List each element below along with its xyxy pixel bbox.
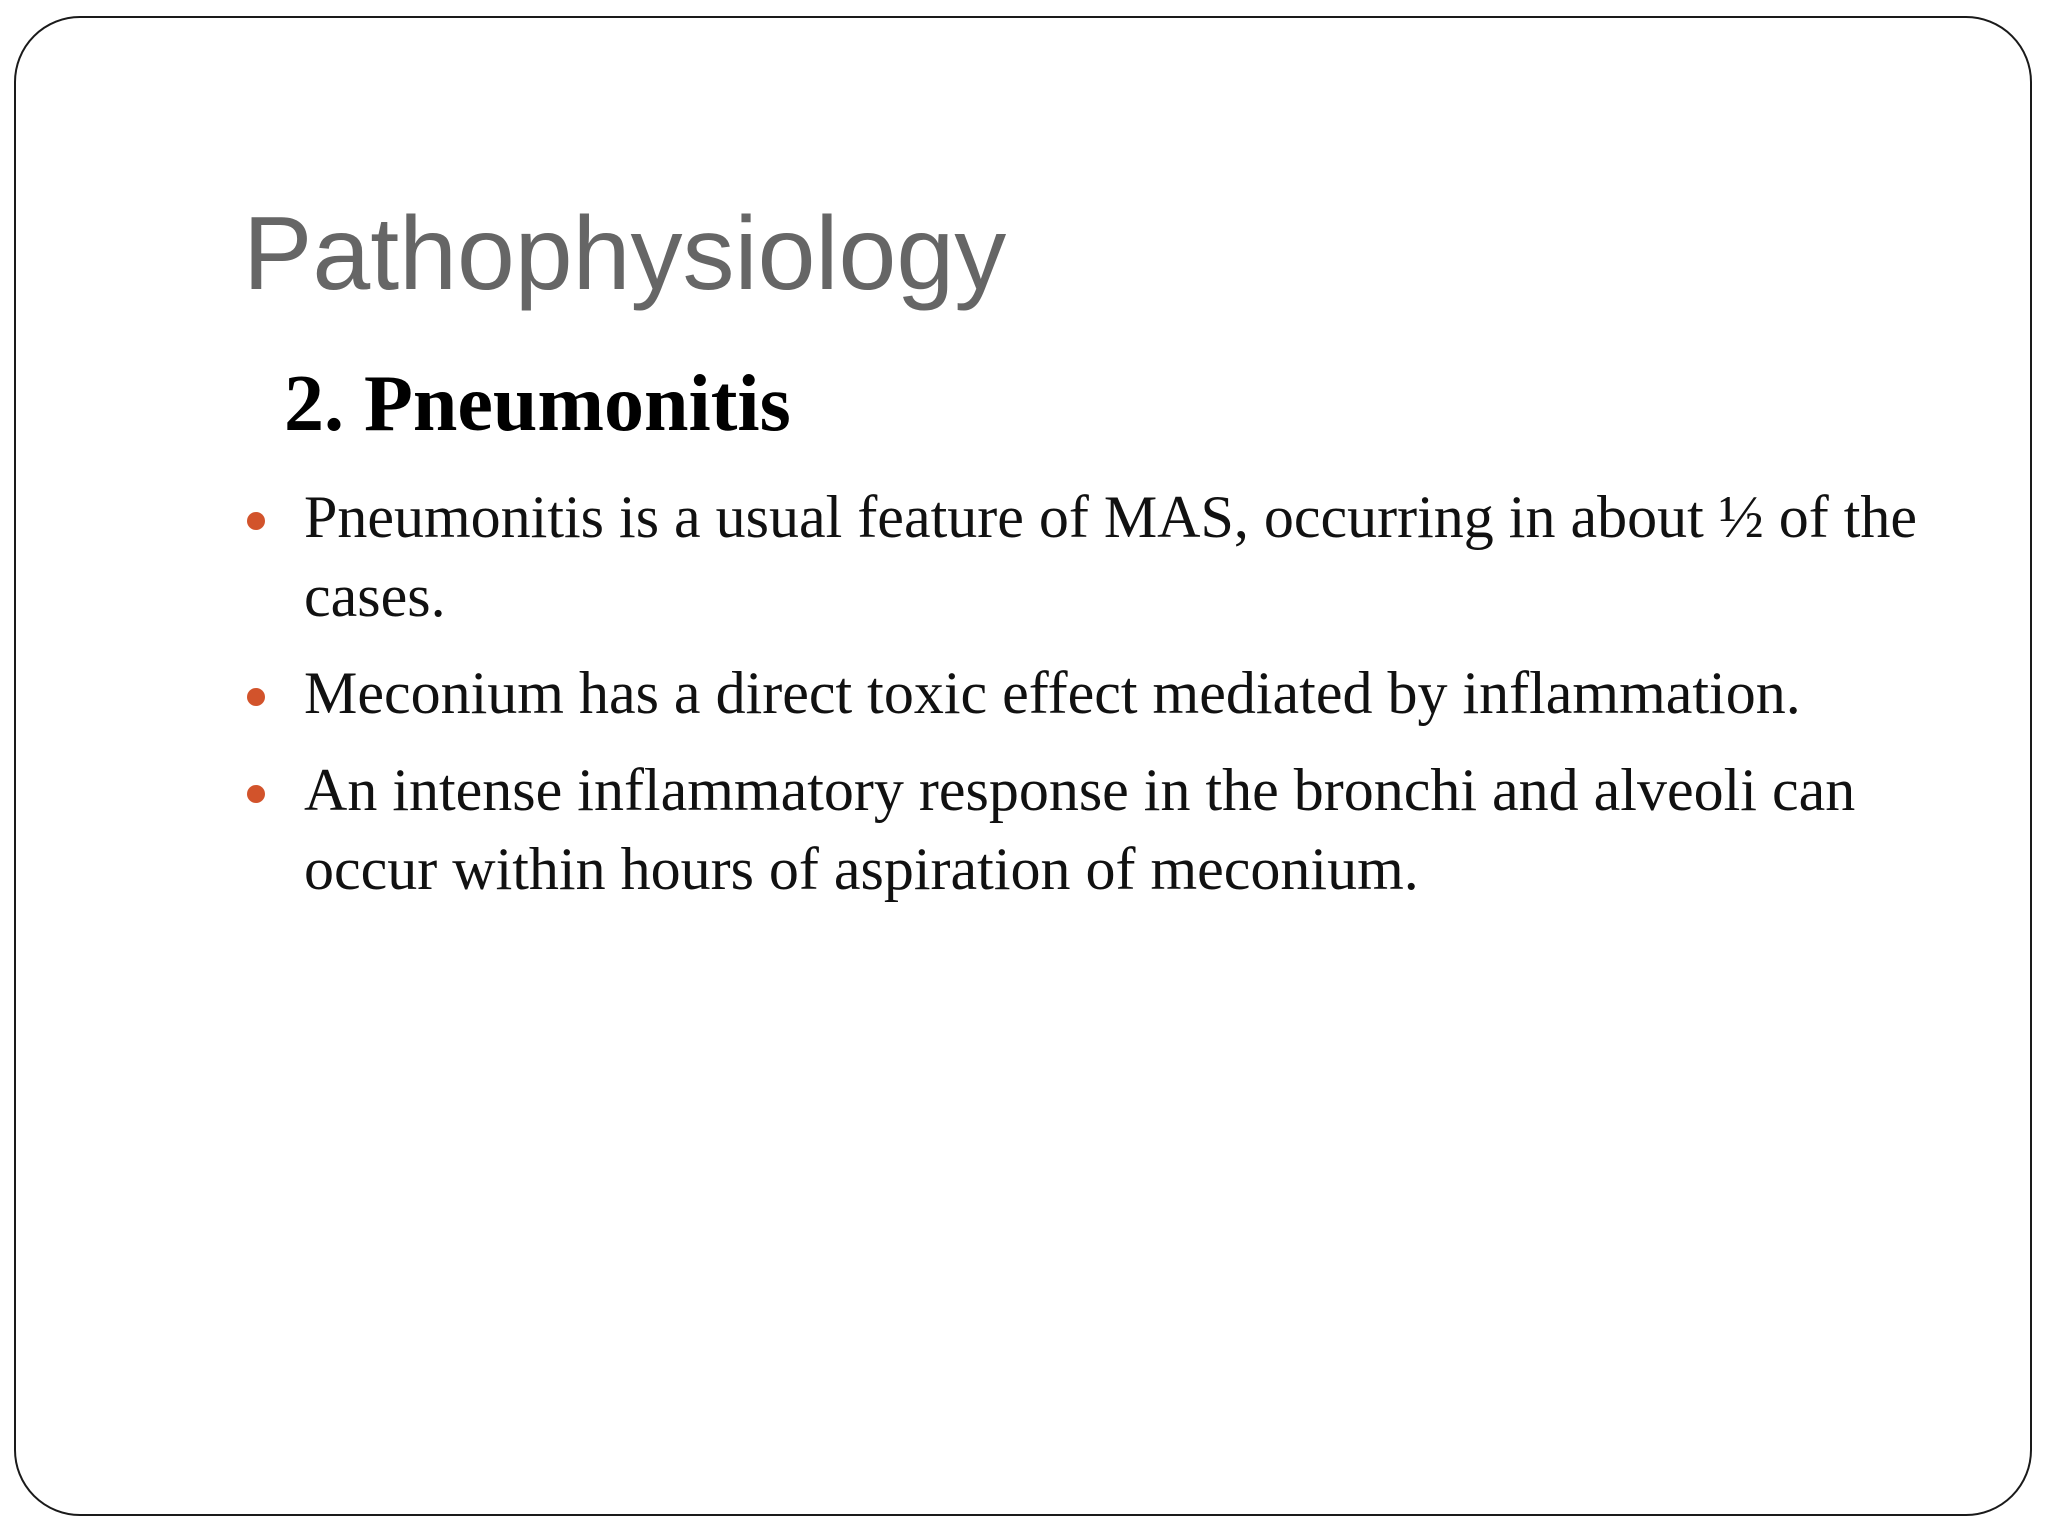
- bullet-list: [243, 478, 1943, 927]
- bullet-text: An intense inflammatory response in the bronchi and alveoli can occur within hours of aspiration of meconium.: [304, 757, 1856, 902]
- bullet-text: Meconium has a direct toxic effect mediated by inflammation.: [304, 660, 1801, 726]
- bullet-dot-icon: [247, 785, 265, 803]
- slide-frame: [14, 16, 2032, 1516]
- bullet-text: Pneumonitis is a usual feature of MAS, occurring in about ½ of the cases.: [304, 484, 1918, 629]
- bullet-item-2: [243, 654, 1943, 733]
- bullet-dot-icon: [247, 688, 265, 706]
- bullet-item-3: [243, 751, 1943, 909]
- slide-subtitle: 2. Pneumonitis: [284, 360, 791, 448]
- bullet-dot-icon: [247, 512, 265, 530]
- slide-title: Pathophysiology: [243, 196, 1007, 312]
- bullet-item-1: [243, 478, 1943, 636]
